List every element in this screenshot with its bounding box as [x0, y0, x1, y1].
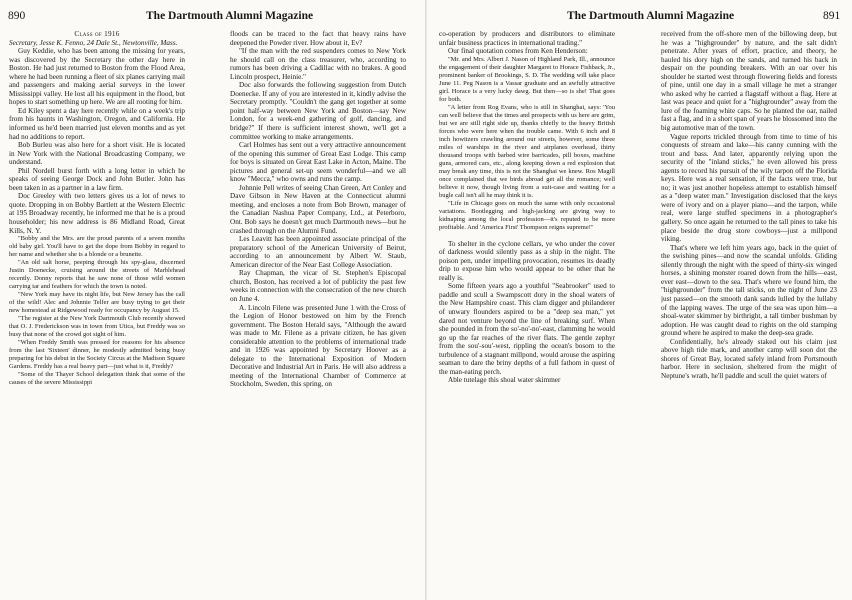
col3-para: co-operation by producers and distributors to eliminate unfair business practices in international trading." — [439, 30, 615, 47]
col2-para: floods can be traced to the fact that heavy rains have deepened the Powder river. How about it, Ev? — [230, 30, 406, 47]
col4-para: That's where we left him years ago, back in the quiet of the swishing pines—and now the scandal unfolds. Gliding silently through the night with the speed of thirty-six winged horses, a shining monster roared down from the hills—east, ever east—down to the sea. That's where we found him, the "highgrounder" from the tall sticks, on the night of June 23 just passed—on the smooth dank sands lulled by the lullaby of the lapping waves. The urge of the sea was upon him—a shoal-water skimmer by birthright, a tall timber bushman by adoption. He was caught dead to rights on the old stamping ground where he aspired to make the deep-sea grade. — [661, 243, 837, 338]
col1-para: Doc Greeley with two letters gives us a lot of news to quote. Dropping in on Bobby Bartlett at the Western Electric at 195 Broadway recently, he informed me that he is a proud householder; his new address is 86 Midland Road, Great Kills, N. Y. — [9, 192, 185, 235]
right-running-head: The Dartmouth Alumni Magazine — [567, 10, 735, 22]
col1-para: Bob Burleu was also here for a short visit. He is located in New York with the National Broadcasting Company, we understand. — [9, 141, 185, 167]
col3-para: To shelter in the cyclone cellars, ye who under the cover of darkness would silently pass as a ship in the night. The poison pen, under impelling provocation, resumes its deadly drip to expose him who would appear to be other that he really is. — [439, 239, 615, 282]
col3-para: "A letter from Rog Evans, who is still in Shanghai, says: 'You can well believe that the times and prospects with us here are grim, but we are still right side up, thanks chiefly to the heavy British forces who were here when the trouble came. With 6 inch and 8 inch howitzers crawling around our streets, however, some three miles of warships in the river and airplanes overhead, thirty thousand troops with barbed wire barricades, pill boxes, machine guns, armored cars, etc., along keeping down a red explosion that may break any time, this is not the Shanghai we knew. Ros Magill once complained that we birds abroad get all the romance; well believe it now, though living from a suit-case and waiting for a bugle call isn't all he may think it is. — [439, 103, 615, 199]
left-page-number: 890 — [8, 10, 26, 22]
column-1 — [9, 30, 185, 596]
left-page — [0, 0, 425, 600]
col2-para: A. Lincoln Filene was presented June 1 with the Cross of the Legion of Honor bestowed on him by the French government. The Boston Herald says, "Although the award was made to Mr. Filene as a private citizen, he has given considerable attention to the problems of international trade and in 1926 was appointed by Secretary Hoover as a delegate to the International Exposition of Modern Decorative and Industrial Art in Paris. He will also address a meeting of the International Chamber of Commerce at Stockholm, Sweden, this spring, on — [230, 303, 406, 389]
col2-para: "If the man with the red suspenders comes to New York he should call on the class treasurer, who, according to rumors has been driving a Cadillac with no brakes. A good Lincoln prospect, Heinie." — [230, 47, 406, 81]
col1-para: "Some of the Thayer School delegation think that some of the causes of the severe Mississippi — [9, 371, 185, 387]
col4-para: received from the off-shore men of the billowing deep, but he was a "highgrounder" by nature, and the salt didn't penetrate. After years of effort, practice, and theory, he hauled his dory high on the sands, and turned his back in despair on the pounding breakers. With an oar over his shoulder he started west through flowering fields and forests of pine, until one day in a small village he met a stranger who asked why he carried a flagstaff without a flag. Here at last was peace and quiet for a "highgrounder" away from the lure of the foaming white caps. So he planted the oar, nailed fast a flag, and in a short span of years he blossomed into the big automotive man of the town. — [661, 30, 837, 133]
class-heading: Class of 1916 — [74, 30, 120, 38]
column-3 — [439, 30, 615, 596]
col4-para: Vague reports trickled through from time to time of his conquests of stream and lake—his canny cunning with the trout and bass. And later, apparently relying upon the security of the "inland sticks," he even allowed his press agents to record his pursuit of the wily tarpon off the Florida keys. Here was a real sensation, if the facts were true, but no; it was just another hopeless attempt to establish himself as a "deep water man." Investigation disclosed that the keys were of ivory and on a player piano—and the tarpon, while real, were large stuffed specimens in a photographer's gallery. So once again he returned to the tall pines to take his place beside the drug store cowboys—just a millpond viking. — [661, 132, 837, 244]
col3-para: "Life in Chicago goes on much the same with only occasional variations. Bootlegging and high-jacking are giving way to kidnaping among the local profession—it's reputed to be more profitable. And 'America First' Thompson reigns supreme!" — [439, 199, 615, 231]
col1-para: "When Freddy Smith was pressed for reasons for his absence from the last 'Sixteen' dinner, he modestly admitted being busy preparing for his debut in the Society Circus at the Madison Square Gardens. Freddy has a real heavy part—just what is it, Freddy? — [9, 339, 185, 371]
right-page-number: 891 — [823, 10, 841, 22]
col2-para: Carl Holmes has sent out a very attractive announcement of the opening this summer of Great East Lodge. This camp for boys is situated on Great East Lake in Acton, Maine. The pictures and general set-up seem wonderful—and we all know "Mecca," who owns and runs the camp. — [230, 141, 406, 184]
col2-para: Johnnie Pell writes of seeing Chan Green, Art Conley and Dave Gibson in New Haven at the Connecticut alumni meeting, and encloses a note from Bob Brown, manager of the Canadian Nashua Paper Company, Ltd., at Peterboro, Ont. Bob says he doesn't get much Dartmouth news—but he crashed through on the Alumni Fund. — [230, 183, 406, 235]
col3-para: "Mr. and Mrs. Albert J. Nason of Highland Park, Ill., announce the engagement of their daughter Margaret to Horace Fishback, Jr., prominent banker of Brookings, S. D. The wedding will take place June 11. Peg Nason is a Vassar graduate and an awfully attractive girl. Horace is a very lucky dawg. But then—so is she! That goes for both. — [439, 55, 615, 103]
col1-para: Guy Keddie, who has been among the missing for years, was discovered by the Secretary the other day here in Boston. He had just returned to Boston from the Flood Area, where he had been running a fleet of six planes carrying mail and passengers and making aerial surveys in the lower Mississippi valley. He lost all his equipment in the flood, but hopes to start something up here. We are all rooting for him. — [9, 47, 185, 107]
col3-para: Our final quotation comes from Ken Henderson: — [448, 47, 588, 56]
col4-para: Confidentially, he's already staked out his claim just above high tide mark, and another camp will soon dot the shores of Great Bay, located safely inland from Portsmouth harbor. Here in seclusion, sheltered from the might of Neptune's wrath, he'll paddle and scull the quiet waters of — [661, 337, 837, 380]
col1-para: "New York may have its night life, but New Jersey has the call of the wild! Alec and Johnnie Telfer are busy trying to get their new homestead at Ridgewood ready for occupancy by August 15. — [9, 291, 185, 315]
col1-para: Phil Nordell burst forth with a long letter in which he speaks of seeing George Dock and John Butler. John has been taken in as a partner in a law firm. — [9, 166, 185, 192]
col2-para: Ray Chapman, the vicar of St. Stephen's Episcopal church, Boston, has received a lot of publicity the past few weeks in connection with the consecration of the new church on June 4. — [230, 269, 406, 303]
col1-para: "Bobby and the Mrs. are the proud parents of a seven months old baby girl. You'll have to get the dope from Bobby in regard to her name and whether she is a blonde or a brunette. — [9, 235, 185, 259]
column-2 — [230, 30, 406, 596]
col1-para: "The register at the New York Dartmouth Club recently showed that O. J. Frederickson was in town from Utica, but Freddy was so busy that none of the crowd got sight of him. — [9, 315, 185, 339]
col3-para: Some fifteen years ago a youthful "Seabrooker" used to paddle and scull a Swampscott dory in the shoal waters of the New Hampshire coast. This clam digger and philanderer of unwary flounders aspired to be a "deep sea man," yet dared not venture beyond the line of breaking surf. When she pounded in from the so'-no'-no'-east, clamming he would go up the far reaches of the river flats. The gentle zephyr from the sou'-sou'-west, rippling the ocean's bosom to the turbulence of a stagnant millpond, would arouse the aspiring seaman to dare the briny depths of a full fathom in quest of the man-eating perch. — [439, 282, 615, 376]
left-running-head: The Dartmouth Alumni Magazine — [146, 10, 314, 22]
col1-para: Ed Kiley spent a day here recently while on a week's trip from his haunts in Washington, Oregon, and California. He informed us he'd been married just eleven months and as yet had no additions to report. — [9, 106, 185, 141]
column-4 — [661, 30, 837, 596]
right-page — [427, 0, 852, 600]
col3-para: Able tutelage this shoal water skimmer — [448, 376, 561, 385]
col1-para: "An old salt horse, peeping through his spy-glass, discerned Justin Doenecke, cruising around the streets of Marblehead recently. Donny reports that he saw none of those wild women carrying tar and feathers for which the town is noted. — [9, 259, 185, 291]
col2-para: Les Leavitt has been appointed associate principal of the preparatory school of the American University of Beirut, according to an announcement by Albert W. Staub, American director of the Near East College Association. — [230, 235, 406, 269]
secretary-line: Secretary, Jesse K. Fenno, 24 Dale St., Newtonville, Mass. — [9, 38, 178, 47]
col2-para: Doc also forwards the following suggestion from Dutch Doenecke. If any of you are interested in it, kindly advise the Secretary promptly. "Couldn't the gang get together at some point half-way between New York and Boston—say New London, for a week-end gathering of golf, dancing, and bridge?" If there is sufficient interest shown, we'll get a committee working to make arrangements. — [230, 81, 406, 141]
